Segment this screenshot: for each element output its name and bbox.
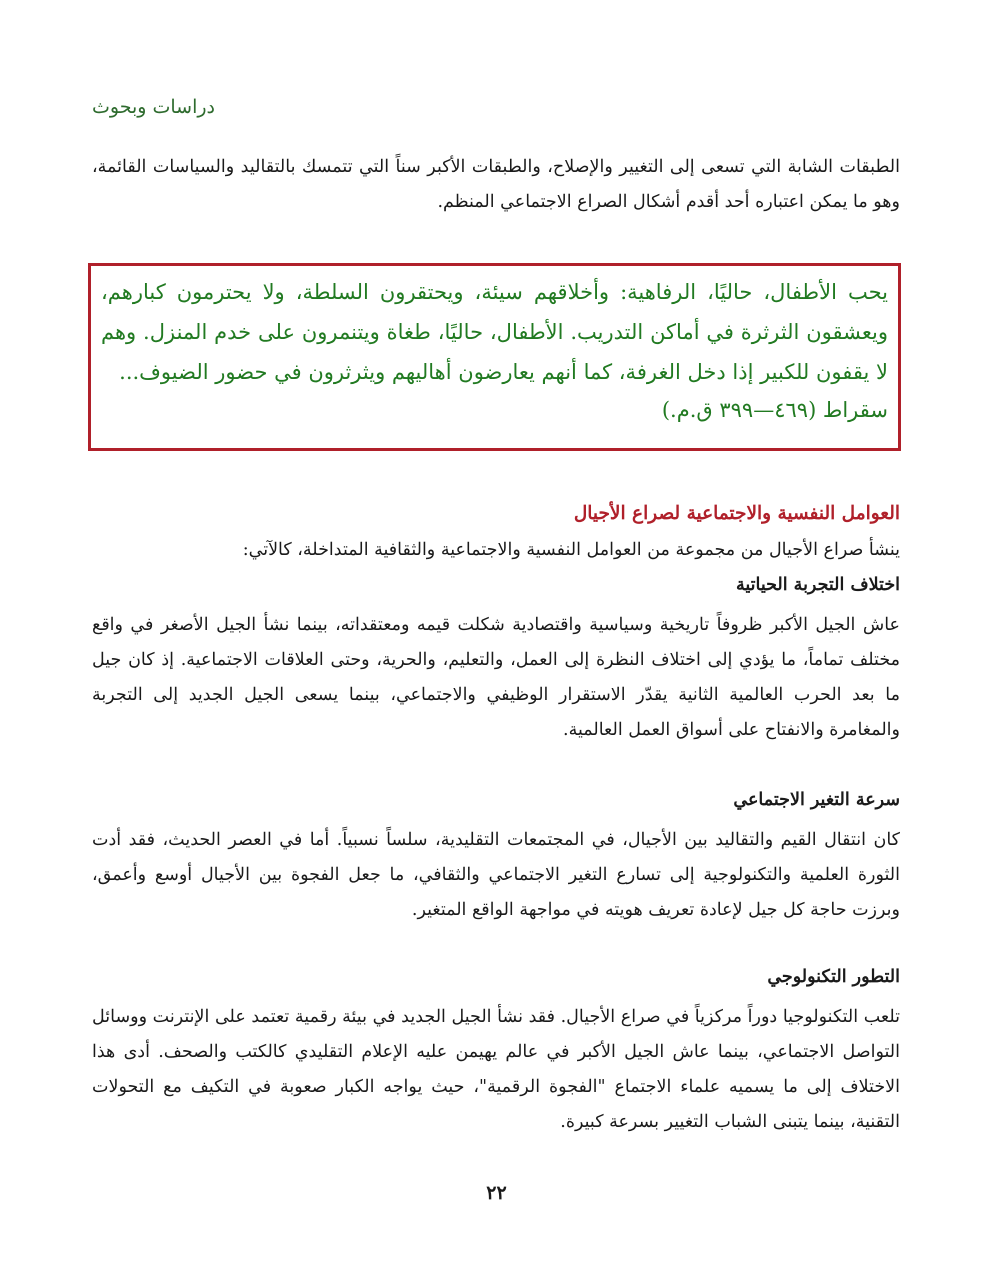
running-header: دراسات وبحوث [92, 96, 215, 118]
quote-attribution: سقراط (٤٦٩—٣٩٩ ق.م.) [661, 398, 888, 422]
subsection-body-life-experience: عاش الجيل الأكبر ظروفاً تاريخية وسياسية واقتصادية شكلت قيمه ومعتقداته، بينما نشأ الجيل الأصغر في واقع مختلف تماماً، ما يؤدي إلى اختلاف النظرة إلى العمل، والتعليم، والحرية، وحتى العلاقات الاجتماعية. إذ كان جيل ما بعد الحرب العالمية الثانية يقدّر الاستقرار الوظيفي والاجتماعي، بينما يسعى الجيل الجديد إلى التجربة والمغامرة والانفتاح على أسواق العمل العالمية. [92, 615, 900, 740]
subsection-title-social-change: سرعة التغير الاجتماعي [733, 790, 900, 810]
section-title: العوامل النفسية والاجتماعية لصراع الأجيال [573, 503, 900, 524]
subsection-title-technology: التطور التكنولوجي [767, 967, 900, 987]
subsection-body-technology: تلعب التكنولوجيا دوراً مركزياً في صراع الأجيال. فقد نشأ الجيل الجديد في بيئة رقمية تعتمد على الإنترنت ووسائل التواصل الاجتماعي، بينما عاش الجيل الأكبر في عالم يهيمن عليه الإعلام التقليدي كالكتب والصحف. أدى هذا الاختلاف إلى ما يسميه علماء الاجتماع "الفجوة الرقمية"، حيث يواجه الكبار صعوبة في التكيف مع التحولات التقنية، بينما يتبنى الشباب التغيير بسرعة كبيرة. [92, 1007, 900, 1132]
subsection-title-life-experience: اختلاف التجربة الحياتية [735, 575, 900, 595]
intro-paragraph: الطبقات الشابة التي تسعى إلى التغيير والإصلاح، والطبقات الأكبر سناً التي تتمسك بالتقاليد والسياسات القائمة، وهو ما يمكن اعتباره أحد أقدم أشكال الصراع الاجتماعي المنظم. [92, 157, 900, 212]
quote-box [88, 263, 901, 451]
subsection-body-social-change: كان انتقال القيم والتقاليد بين الأجيال، في المجتمعات التقليدية، سلساً نسبياً. أما في العصر الحديث، فقد أدت الثورة العلمية والتكنولوجية إلى تسارع التغير الاجتماعي والثقافي، ما جعل الفجوة بين الأجيال أوسع وأعمق، وبرزت حاجة كل جيل لإعادة تعريف هويته في مواجهة الواقع المتغير. [92, 830, 900, 920]
section-intro-line: ينشأ صراع الأجيال من مجموعة من العوامل النفسية والاجتماعية والثقافية المتداخلة، كالآتي: [242, 540, 900, 560]
page-number: ٢٢ [486, 1182, 507, 1204]
quote-text: يحب الأطفال، حاليًا، الرفاهية: وأخلاقهم سيئة، ويحتقرون السلطة، ولا يحترمون كبارهم، ويعشقون الثرثرة في أماكن التدريب. الأطفال، حاليًا، طغاة ويتنمرون على خدم المنزل. وهم لا يقفون للكبير إذا دخل الغرفة، كما أنهم يعارضون أهاليهم ويثرثرون في حضور الضيوف... [101, 280, 888, 384]
